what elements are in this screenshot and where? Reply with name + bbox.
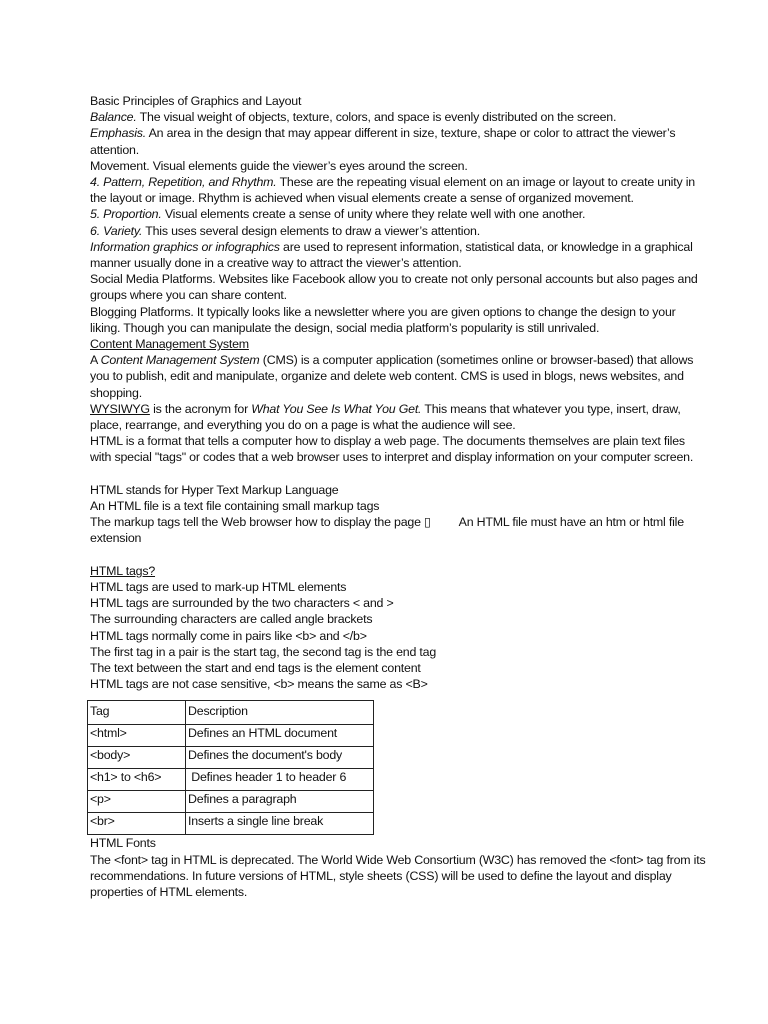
blogging-line-2: liking. Though you can manipulate the design, social media platform’s popularity is still unrivaled. — [90, 320, 600, 335]
wysiwyg-mid: is the acronym for — [149, 401, 252, 416]
tags-line-3: The surrounding characters are called angle brackets — [90, 612, 373, 627]
html-file-line: An HTML file is a text file containing small markup tags — [90, 499, 380, 514]
variety-text: This uses several design elements to draw a viewer’s attention. — [142, 223, 480, 238]
cms-prefix: A — [90, 353, 101, 368]
markup-line — [90, 514, 690, 530]
cms-term: Content Management System — [100, 353, 260, 368]
table-row — [88, 813, 374, 835]
balance-text: The visual weight of objects, texture, colors, and space is evenly distributed on the screen. — [136, 110, 617, 125]
table-header-cell: Description — [186, 701, 374, 725]
html-fonts-heading: HTML Fonts — [90, 836, 156, 851]
table-cell-description: Defines header 1 to header 6 — [186, 769, 374, 791]
pattern-line-2: the layout or image. Rhythm is achieved when visual elements create a sense of organized movement. — [90, 191, 634, 206]
tags-line-2: HTML tags are surrounded by the two characters < and > — [90, 596, 394, 611]
paragraph-gap — [90, 547, 690, 563]
emphasis-text: An area in the design that may appear different in size, texture, shape or color to attract the viewer’s — [146, 126, 676, 141]
extension-text: An HTML file must have an htm or html file — [458, 515, 684, 530]
tags-table — [87, 700, 374, 835]
infographics-line — [90, 239, 693, 255]
table-cell-description: Defines a paragraph — [186, 791, 374, 813]
cms-text: (CMS) is a computer application (sometimes online or browser-based) that allows — [259, 353, 694, 368]
paragraph-gap — [90, 466, 690, 482]
table-cell-tag: <html> — [88, 725, 186, 747]
markup-line-2: extension — [90, 531, 142, 546]
tags-line-1: HTML tags are used to mark-up HTML elements — [90, 580, 347, 595]
tags-line-4: HTML tags normally come in pairs like <b> and </b> — [90, 628, 367, 643]
table-cell-description: Defines the document's body — [186, 747, 374, 769]
table-header-row — [88, 701, 374, 725]
markup-text: The markup tags tell the Web browser how to display the page ▯ — [90, 515, 431, 530]
wysiwyg-term: WYSIWYG — [90, 401, 150, 416]
html-tags-heading: HTML tags? — [90, 563, 156, 578]
proportion-text: Visual elements create a sense of unity where they relate well with one another. — [161, 207, 586, 222]
table-cell-tag: <body> — [88, 747, 186, 769]
fonts-line-3: properties of HTML elements. — [90, 885, 248, 900]
infographics-text: are used to represent information, statistical data, or knowledge in a graphical — [279, 239, 693, 254]
emphasis-line-2: attention. — [90, 142, 139, 157]
blogging-line: Blogging Platforms. It typically looks like a newsletter where you are given options to change the design to your — [90, 304, 676, 319]
table-cell-tag: <h1> to <h6> — [88, 769, 186, 791]
emphasis-line — [90, 125, 690, 141]
section-title: Basic Principles of Graphics and Layout — [90, 94, 302, 108]
social-line-2: groups where you can share content. — [90, 288, 287, 303]
emphasis-term: Emphasis. — [90, 126, 147, 141]
table-row — [88, 725, 374, 747]
wysiwyg-text: This means that whatever you type, insert, draw, — [421, 401, 681, 416]
document-page — [90, 93, 706, 900]
fonts-line-1: The <font> tag in HTML is deprecated. The World Wide Web Consortium (W3C) has removed the <font> tag from its — [90, 852, 706, 867]
pattern-text: These are the repeating visual element on an image or layout to create unity in — [276, 175, 695, 190]
infographics-term: Information graphics or infographics — [90, 239, 280, 254]
cms-line-2: you to publish, edit and manipulate, organize and delete web content. CMS is used in blogs, news websites, and — [90, 369, 684, 384]
html-line-2: with special "tags" or codes that a web browser uses to interpret and display information on your computer screen. — [90, 450, 694, 465]
html-line: HTML is a format that tells a computer how to display a web page. The documents themselves are plain text files — [90, 434, 685, 449]
proportion-term: 5. Proportion. — [90, 207, 162, 222]
fonts-line-2: recommendations. In future versions of HTML, style sheets (CSS) will be used to define the layout and display — [90, 868, 672, 883]
table-header-cell: Tag — [88, 701, 186, 725]
table-cell-description: Inserts a single line break — [186, 813, 374, 835]
table-row — [88, 769, 374, 791]
cms-line-3: shopping. — [90, 385, 142, 400]
tags-line-5: The first tag in a pair is the start tag, the second tag is the end tag — [90, 644, 437, 659]
cms-heading: Content Management System — [90, 337, 249, 352]
table-cell-description: Defines an HTML document — [186, 725, 374, 747]
pattern-term: 4. Pattern, Repetition, and Rhythm. — [90, 175, 277, 190]
variety-line — [90, 223, 690, 239]
tags-line-6: The text between the start and end tags is the element content — [90, 661, 421, 676]
table-cell-tag: <p> — [88, 791, 186, 813]
movement-line: Movement. Visual elements guide the viewer’s eyes around the screen. — [90, 158, 468, 173]
variety-term: 6. Variety. — [90, 223, 143, 238]
wysiwyg-line — [90, 401, 690, 417]
infographics-line-2: manner usually done in a creative way to attract the viewer’s attention. — [90, 256, 462, 271]
wysiwyg-line-2: place, rearrange, and everything you do on a page is what the audience will see. — [90, 418, 516, 433]
tags-line-7: HTML tags are not case sensitive, <b> means the same as <B> — [90, 677, 428, 692]
social-line: Social Media Platforms. Websites like Facebook allow you to create not only personal accounts but also pages and — [90, 272, 698, 287]
balance-line — [90, 109, 690, 125]
cms-line — [90, 352, 694, 368]
pattern-line — [90, 174, 695, 190]
table-row — [88, 747, 374, 769]
table-row — [88, 791, 374, 813]
table-cell-tag: <br> — [88, 813, 186, 835]
proportion-line — [90, 206, 690, 222]
balance-term: Balance. — [90, 110, 137, 125]
wysiwyg-expansion: What You See Is What You Get. — [251, 401, 422, 416]
html-stands-line: HTML stands for Hyper Text Markup Language — [90, 482, 339, 497]
